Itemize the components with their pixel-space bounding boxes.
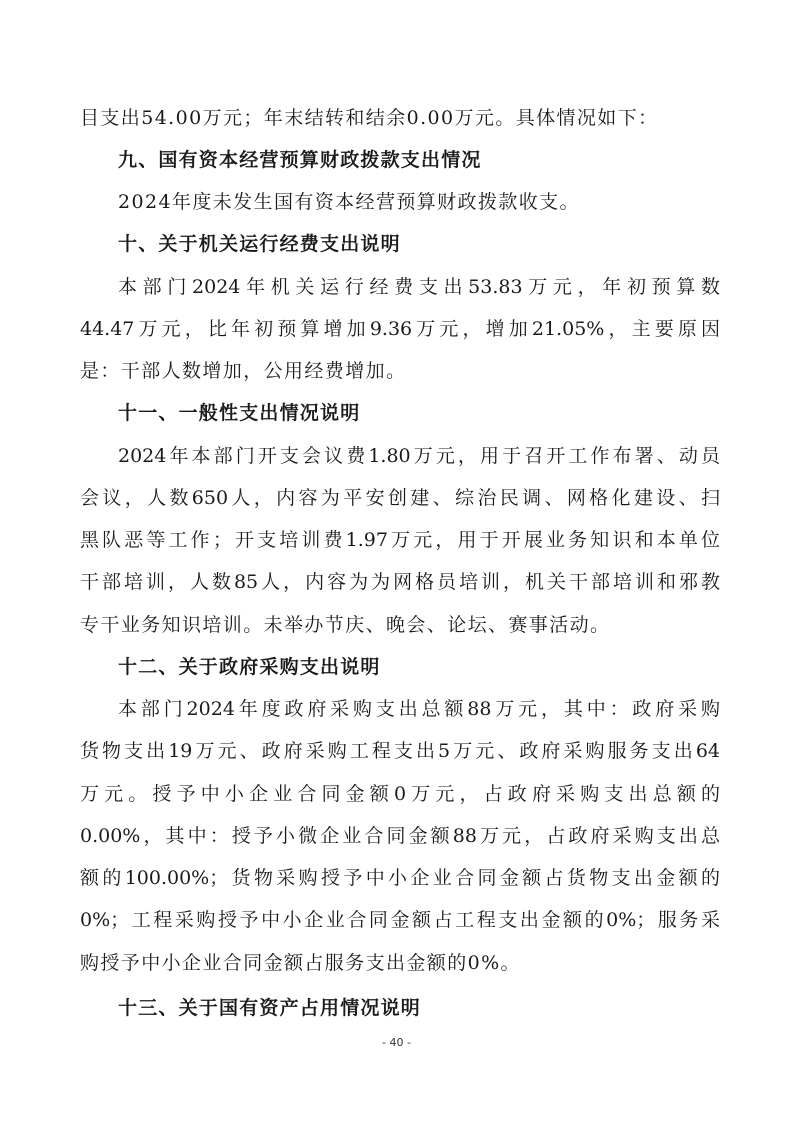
text-line-6: 44.47万元，比年初预算增加9.36万元，增加21.05%，主要原因 [80, 318, 720, 340]
text-line-1: 目支出54.00万元；年末结转和结余0.00万元。具体情况如下： [80, 107, 659, 129]
text-line-7: 是：干部人数增加，公用经费增加。 [80, 360, 407, 382]
text-line-11: 黑队恶等工作；开支培训费1.97万元，用于开展业务知识和本单位 [80, 529, 720, 551]
page-number: - 40 - [382, 1036, 411, 1049]
section-heading-11: 十一、一般性支出情况说明 [118, 402, 361, 424]
text-line-16: 货物支出19万元、政府采购工程支出5万元、政府采购服务支出64 [80, 740, 720, 762]
text-line-13: 专干业务知识培训。未举办节庆、晚会、论坛、赛事活动。 [80, 614, 611, 636]
section-heading-13: 十三、关于国有资产占用情况说明 [118, 997, 422, 1019]
section-heading-9: 九、国有资本经营预算财政拨款支出情况 [118, 149, 482, 171]
text-line-5: 本部门2024年机关运行经费支出53.83万元，年初预算数 [118, 276, 720, 298]
text-line-3: 2024年度未发生国有资本经营预算财政拨款收支。 [118, 191, 580, 213]
section-heading-10: 十、关于机关运行经费支出说明 [118, 233, 401, 255]
text-line-19: 额的100.00%；货物采购授予中小企业合同金额占货物支出金额的 [80, 867, 720, 889]
text-line-20: 0%；工程采购授予中小企业合同金额占工程支出金额的0%；服务采 [80, 909, 720, 931]
text-line-15: 本部门2024年度政府采购支出总额88万元，其中：政府采购 [118, 698, 720, 720]
text-line-21: 购授予中小企业合同金额占服务支出金额的0%。 [80, 952, 521, 974]
text-line-12: 干部培训，人数85人，内容为为网格员培训，机关干部培训和邪教 [80, 571, 720, 593]
text-line-9: 2024年本部门开支会议费1.80万元，用于召开工作布署、动员 [118, 445, 720, 467]
text-line-10: 会议，人数650人，内容为平安创建、综治民调、网格化建设、扫 [80, 487, 720, 509]
text-line-18: 0.00%，其中：授予小微企业合同金额88万元，占政府采购支出总 [80, 825, 720, 847]
text-line-17: 万元。授予中小企业合同金额0万元，占政府采购支出总额的 [80, 783, 720, 805]
section-heading-12: 十二、关于政府采购支出说明 [118, 656, 381, 678]
